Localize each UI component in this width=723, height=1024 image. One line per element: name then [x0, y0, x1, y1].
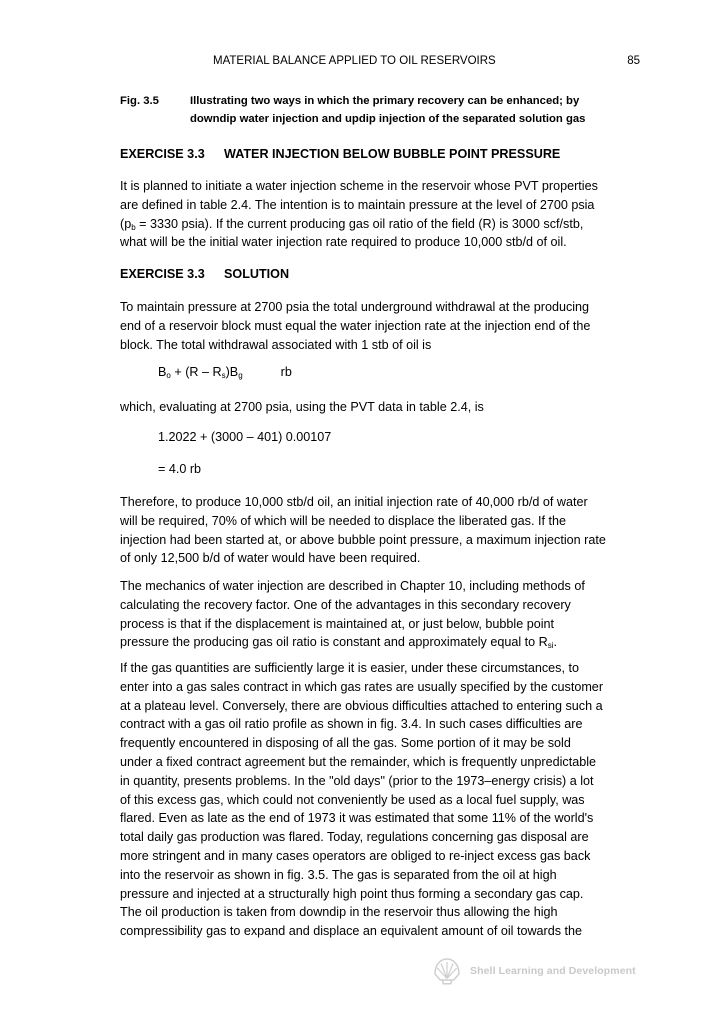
exercise-heading [120, 147, 560, 161]
figure-caption-line: Illustrating two ways in which the primary recovery can be enhanced; by [190, 95, 580, 107]
subscript: g [238, 371, 243, 380]
eq-term: )B [225, 365, 239, 379]
text-line: into the reservoir as shown in fig. 3.5. The gas is separated from the oil at high [120, 867, 557, 882]
eq-unit: rb [280, 365, 292, 379]
text-line: frequently encountered in disposing of all the gas. Some portion of it may be sold [120, 736, 571, 751]
exercise-heading-number: EXERCISE 3.3 [120, 147, 205, 161]
subscript: b [131, 222, 136, 232]
solution-heading-title: SOLUTION [224, 267, 290, 281]
text-run: . [553, 635, 558, 650]
mechanics-paragraph [120, 577, 645, 652]
figure-caption-text [190, 92, 640, 128]
footer-brand-text: Shell Learning and Development [470, 965, 636, 977]
running-header [120, 55, 640, 71]
text-line: enter into a gas sales contract in which gas rates are usually specified by the customer [120, 679, 604, 694]
text-line: more stringent and in many cases operators are obliged to re-inject excess gas back [120, 848, 591, 863]
solution-heading [120, 267, 289, 281]
text-line: flared. Even as late as the end of 1973 it was estimated that some 11% of the world's [120, 811, 594, 826]
evaluation-equation: 1.2022 + (3000 – 401) 0.00107 [158, 430, 332, 444]
text-line: in quantity, presents problems. In the "old days" (prior to the 1973–energy crisis) a lot [120, 773, 594, 788]
text-line: pressure and injected at a structurally high point thus forming a secondary gas cap. [120, 886, 584, 901]
text-line: It is planned to initiate a water injection scheme in the reservoir whose PVT properties [120, 179, 598, 193]
text-line: of only 12,500 b/d of water would have been required. [120, 551, 421, 566]
text-line: The mechanics of water injection are described in Chapter 10, including methods of [120, 579, 585, 593]
page-number: 85 [627, 55, 640, 67]
footer-branding [432, 956, 636, 986]
text-run: pressure the producing gas oil ratio is constant and approximately equal to R [120, 635, 548, 650]
gas-paragraph [120, 659, 645, 941]
text-line [120, 215, 645, 234]
text-line: under a fixed contract agreement but the remainder, which is frequently unpredictable [120, 754, 597, 769]
evaluating-text: which, evaluating at 2700 psia, using the PVT data in table 2.4, is [120, 400, 484, 414]
text-line: will be required, 70% of which will be needed to displace the liberated gas. If the [120, 513, 566, 528]
subscript: si [547, 641, 554, 651]
text-line: of this excess gas, which could not conveniently be used as a local fuel supply, was [120, 792, 585, 807]
running-header-title: MATERIAL BALANCE APPLIED TO OIL RESERVOIRS [213, 55, 496, 67]
exercise-paragraph [120, 177, 645, 252]
text-line: what will be the initial water injection rate required to produce 10,000 stb/d of oil. [120, 235, 567, 250]
subscript: o [166, 371, 171, 380]
text-line: If the gas quantities are sufficiently large it is easier, under these circumstances, to [120, 661, 579, 675]
text-line: process is that if the displacement is maintained at, or just below, bubble point [120, 616, 555, 631]
text-run: (p [120, 216, 132, 231]
exercise-heading-title: WATER INJECTION BELOW BUBBLE POINT PRESSURE [224, 147, 561, 161]
text-line: total daily gas production was flared. Today, regulations concerning gas disposal are [120, 830, 589, 845]
text-line [120, 633, 645, 652]
solution-paragraph [120, 298, 645, 354]
text-line: Therefore, to produce 10,000 stb/d oil, an initial injection rate of 40,000 rb/d of water [120, 495, 588, 509]
eq-term: + (R – R [170, 365, 222, 379]
text-line: are defined in table 2.4. The intention is to maintain pressure at the level of 2700 psia [120, 197, 595, 212]
eq-term: B [158, 365, 167, 379]
withdrawal-equation [158, 365, 292, 379]
text-line: end of a reservoir block must equal the water injection rate at the injection end of the [120, 318, 591, 333]
text-line: at a plateau level. Conversely, there are obvious difficulties attached to entering such a [120, 698, 603, 713]
therefore-paragraph [120, 493, 645, 568]
text-line: compressibility gas to expand and displace an equivalent amount of oil towards the [120, 924, 583, 939]
text-line: contract with a gas oil ratio profile as shown in fig. 3.4. In such cases difficulties are [120, 717, 583, 732]
shell-logo-icon [432, 956, 462, 986]
text-line: calculating the recovery factor. One of the advantages in this secondary recovery [120, 597, 571, 612]
text-line: To maintain pressure at 2700 psia the total underground withdrawal at the producing [120, 300, 590, 314]
text-line: injection had been started at, or above bubble point pressure, a maximum injection rate [120, 532, 606, 547]
figure-caption-line: downdip water injection and updip injection of the separated solution gas [190, 113, 586, 125]
subscript: s [221, 371, 226, 380]
text-run: = 3330 psia). If the current producing gas oil ratio of the field (R) is 3000 scf/stb, [135, 216, 584, 231]
text-line: The oil production is taken from downdip in the reservoir thus allowing the high [120, 905, 558, 920]
result-equation: = 4.0 rb [158, 462, 202, 476]
text-line: block. The total withdrawal associated with 1 stb of oil is [120, 337, 432, 352]
solution-heading-number: EXERCISE 3.3 [120, 267, 205, 281]
figure-label: Fig. 3.5 [120, 95, 159, 107]
